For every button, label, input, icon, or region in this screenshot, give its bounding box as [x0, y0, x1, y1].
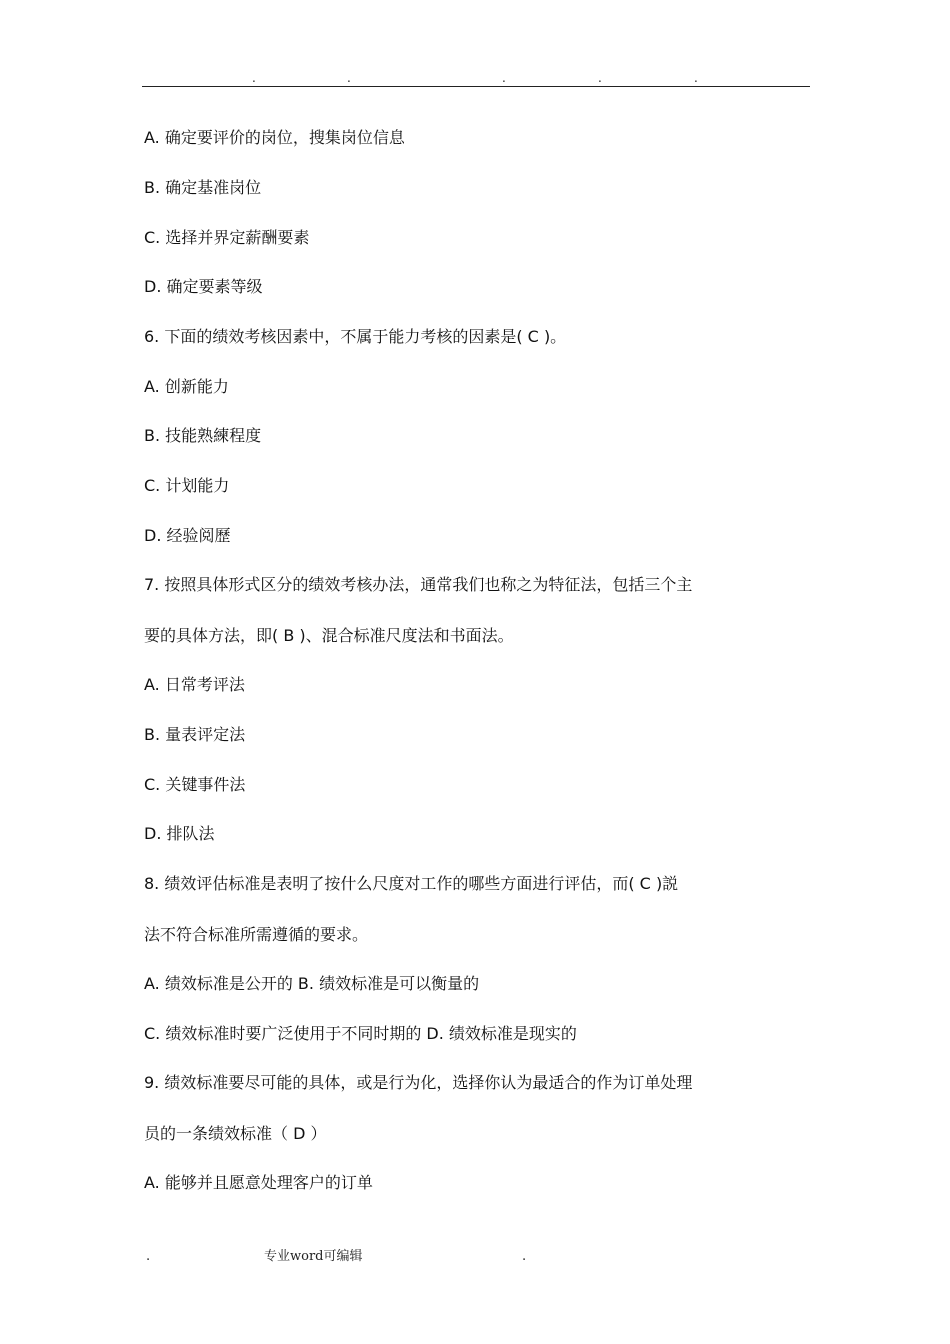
option-a-line: A. 能够并且愿意处理客户的订单: [144, 1173, 373, 1192]
option-d-line: D. 经验阅歷: [144, 526, 231, 545]
option-c-line: C. 选择并界定薪酬要素: [144, 228, 310, 247]
question-8-text-cont: 法不符合标准所需遵循的要求。: [144, 925, 369, 944]
page-header-rule: [142, 70, 810, 87]
option-c-line: C. 计划能力: [144, 476, 230, 495]
option-c-line: C. 关键事件法: [144, 775, 246, 794]
options-ab-line: A. 绩效标准是公开的 B. 绩效标准是可以衡量的: [144, 974, 480, 993]
option-a-line: A. 确定要评价的岗位，搜集岗位信息: [144, 128, 405, 147]
option-a-line: A. 日常考评法: [144, 675, 245, 694]
header-dot: .: [694, 71, 698, 85]
footer-left-dot: .: [146, 1249, 151, 1264]
header-dot: .: [502, 71, 506, 85]
option-d-line: D. 确定要素等级: [144, 277, 263, 296]
header-dot: .: [252, 71, 256, 85]
question-8-text: 8. 绩效评估标准是表明了按什么尺度对工作的哪些方面进行评估，而( C )説: [144, 874, 679, 893]
question-7-text-cont: 要的具体方法，即( B )、混合标准尺度法和书面法。: [144, 626, 514, 645]
options-cd-line: C. 绩效标准时要广泛使用于不同时期的 D. 绩效标准是现实的: [144, 1024, 577, 1043]
header-dot: .: [598, 71, 602, 85]
question-7-text: 7. 按照具体形式区分的绩效考核办法，通常我们也称之为特征法，包括三个主: [144, 575, 693, 594]
option-b-line: B. 确定基准岗位: [144, 178, 262, 197]
option-d-line: D. 排队法: [144, 824, 215, 843]
header-dot: .: [347, 71, 351, 85]
footer-right-dot: .: [522, 1249, 527, 1264]
question-9-text: 9. 绩效标准要尽可能的具体，或是行为化，选择你认为最适合的作为订单处理: [144, 1073, 693, 1092]
option-a-line: A. 创新能力: [144, 377, 229, 396]
question-9-text-cont: 员的一条绩效标准（ D ）: [144, 1124, 327, 1143]
option-b-line: B. 技能熟練程度: [144, 426, 262, 445]
option-b-line: B. 量表评定法: [144, 725, 246, 744]
question-6-text: 6. 下面的绩效考核因素中，不属于能力考核的因素是( C )。: [144, 327, 567, 346]
footer-editable-note: 专业word可编辑: [264, 1249, 363, 1264]
